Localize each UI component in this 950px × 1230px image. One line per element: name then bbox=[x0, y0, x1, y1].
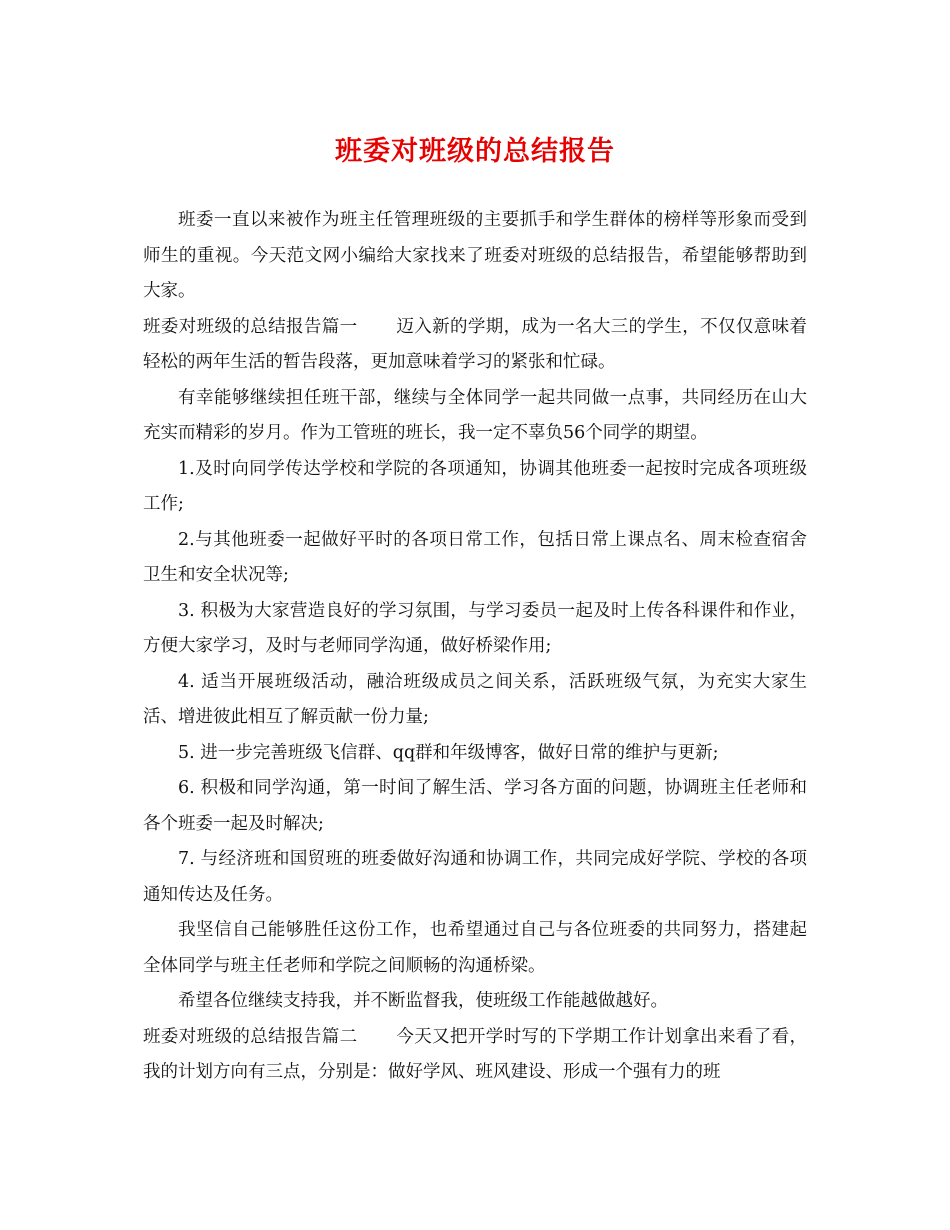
section-heading-two: 班委对班级的总结报告篇二 bbox=[143, 1026, 358, 1047]
list-item-6: 6. 积极和同学沟通，第一时间了解生活、学习各方面的问题，协调班主任老师和各个班委一起及时解决; bbox=[143, 778, 807, 834]
list-item-4: 4. 适当开展班级活动，融洽班级成员之间关系，活跃班级气氛，为充实大家生活、增进彼此相互了解贡献一份力量; bbox=[143, 671, 807, 727]
paragraph-body: 有幸能够继续担任班干部，继续与全体同学一起共同做一点事，共同经历在山大充实而精彩的岁月。作为工管班的班长，我一定不辜负56个同学的期望。 bbox=[143, 387, 807, 443]
paragraph-section-one bbox=[143, 310, 807, 381]
paragraph-body: 我坚信自己能够胜任这份工作，也希望通过自己与各位班委的共同努力，搭建起全体同学与班主任老师和学院之间顺畅的沟通桥梁。 bbox=[143, 920, 807, 976]
section-one-text: 迈入新的学期，成为一名大三的学生，不仅仅意味着轻松的两年生活的暂告段落，更加意味着学习的紧张和忙碌。 bbox=[143, 316, 808, 372]
list-item-3: 3. 积极为大家营造良好的学习氛围，与学习委员一起及时上传各科课件和作业，方便大家学习，及时与老师同学沟通，做好桥梁作用; bbox=[143, 600, 807, 656]
document-title: 班委对班级的总结报告 bbox=[335, 136, 615, 167]
section-two-text: 今天又把开学时写的下学期工作计划拿出来看了看，我的计划方向有三点，分别是：做好学风、班风建设、形成一个强有力的班 bbox=[143, 1026, 808, 1082]
section-heading-one: 班委对班级的总结报告篇一 bbox=[143, 316, 358, 337]
paragraph-section-two bbox=[143, 1020, 807, 1091]
list-item-2: 2.与其他班委一起做好平时的各项日常工作，包括日常上课点名、周末检查宿舍卫生和安全状况等; bbox=[143, 529, 807, 585]
list-item-1: 1.及时向同学传达学校和学院的各项通知，协调其他班委一起按时完成各项班级工作; bbox=[143, 458, 807, 514]
list-item-7: 7. 与经济班和国贸班的班委做好沟通和协调工作，共同完成好学院、学校的各项通知传达及任务。 bbox=[143, 849, 807, 905]
list-item-5: 5. 进一步完善班级飞信群、qq群和年级博客，做好日常的维护与更新; bbox=[178, 742, 719, 763]
paragraph-body: 希望各位继续支持我，并不断监督我，使班级工作能越做越好。 bbox=[178, 991, 668, 1011]
paragraph-intro: 班委一直以来被作为班主任管理班级的主要抓手和学生群体的榜样等形象而受到师生的重视。今天范文网小编给大家找来了班委对班级的总结报告，希望能够帮助到大家。 bbox=[143, 210, 807, 301]
document-body bbox=[143, 203, 807, 1091]
